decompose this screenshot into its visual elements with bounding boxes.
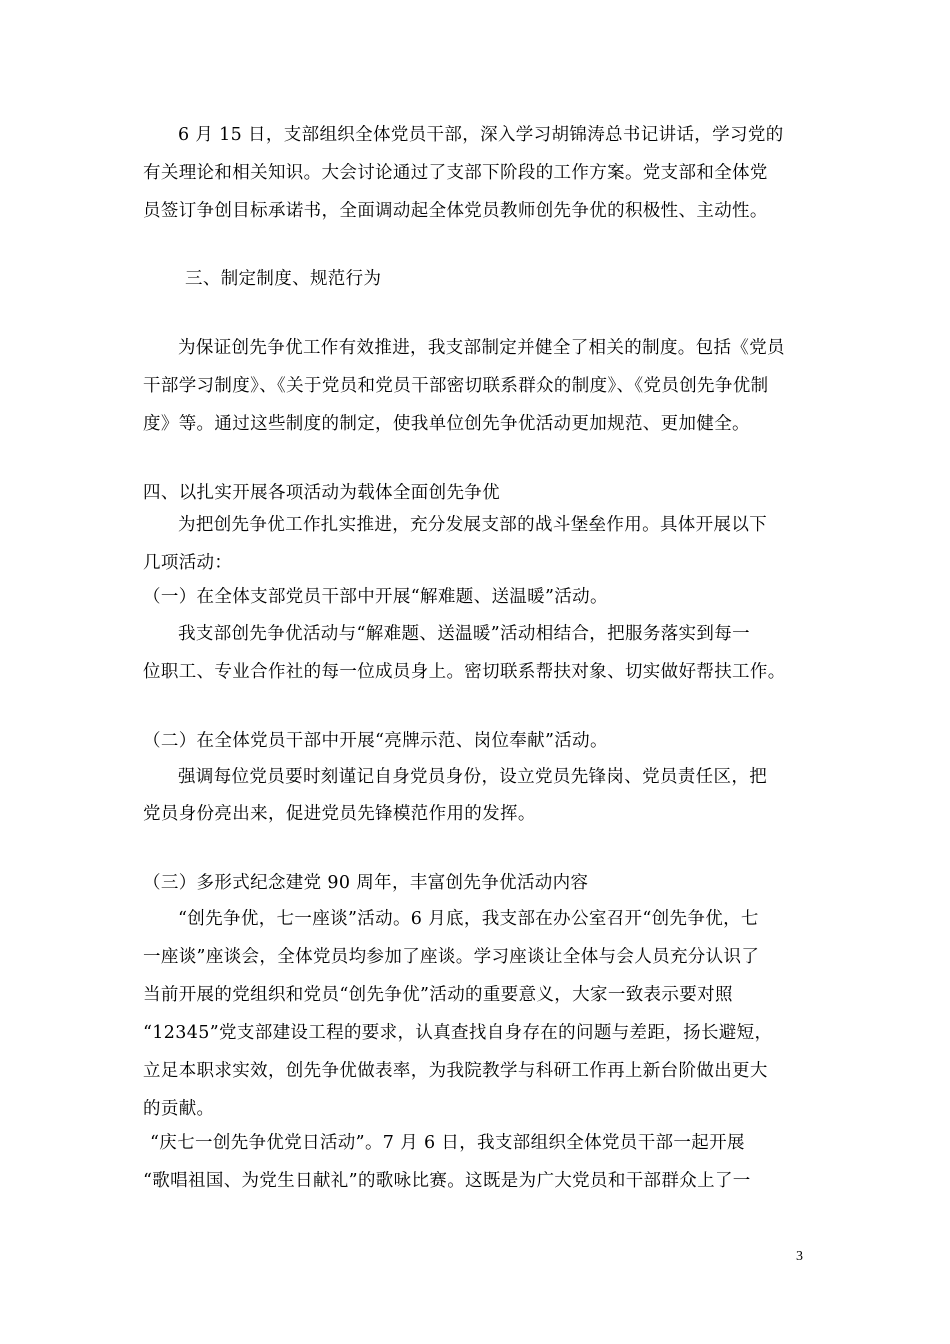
- p7-line-2: “歌唱祖国、为党生日献礼”的歌咏比赛。这既是为广大党员和干部群众上了一: [143, 1171, 751, 1191]
- subsection-heading-2: （二）在全体党员干部中开展“亮牌示范、岗位奉献”活动。: [143, 731, 608, 751]
- p6-line-5: 立足本职求实效，创先争优做表率，为我院教学与科研工作再上新台阶做出更大: [143, 1061, 768, 1081]
- p4-line-1: 我支部创先争优活动与“解难题、送温暖”活动相结合，把服务落实到每一: [178, 624, 750, 644]
- p6-line-3: 当前开展的党组织和党员“创先争优”活动的重要意义，大家一致表示要对照: [143, 985, 733, 1005]
- p6-line-2: 一座谈”座谈会，全体党员均参加了座谈。学习座谈让全体与会人员充分认识了: [143, 947, 760, 967]
- p1-line-2: 有关理论和相关知识。大会讨论通过了支部下阶段的工作方案。党支部和全体党: [143, 163, 768, 183]
- p2-line-2: 干部学习制度》、《关于党员和党员干部密切联系群众的制度》、《党员创先争优制: [143, 376, 769, 396]
- p7-line-1: “庆七一创先争优党日活动”。7 月 6 日，我支部组织全体党员干部一起开展: [150, 1133, 745, 1153]
- p4-line-2: 位职工、专业合作社的每一位成员身上。密切联系帮扶对象、切实做好帮扶工作。: [143, 662, 786, 682]
- p6-line-4: “12345”党支部建设工程的要求，认真查找自身存在的问题与差距，扬长避短，: [143, 1023, 773, 1043]
- p5-line-1: 强调每位党员要时刻谨记自身党员身份，设立党员先锋岗、党员责任区，把: [178, 767, 768, 787]
- page-number: 3: [796, 1249, 803, 1264]
- p1-line-1: 6 月 15 日，支部组织全体党员干部，深入学习胡锦涛总书记讲话，学习党的: [178, 125, 784, 145]
- p2-line-3: 度》等。通过这些制度的制定，使我单位创先争优活动更加规范、更加健全。: [143, 414, 750, 434]
- p3-line-1: 为把创先争优工作扎实推进，充分发展支部的战斗堡垒作用。具体开展以下: [178, 515, 768, 535]
- p6-line-1: “创先争优，七一座谈”活动。6 月底，我支部在办公室召开“创先争优，七: [178, 909, 759, 929]
- subsection-heading-1: （一）在全体支部党员干部中开展“解难题、送温暖”活动。: [143, 587, 608, 607]
- p3-line-2: 几项活动：: [143, 553, 233, 573]
- p5-line-2: 党员身份亮出来，促进党员先锋模范作用的发挥。: [143, 804, 536, 824]
- p2-line-1: 为保证创先争优工作有效推进，我支部制定并健全了相关的制度。包括《党员: [178, 338, 785, 358]
- subsection-heading-3: （三）多形式纪念建党 90 周年，丰富创先争优活动内容: [143, 873, 589, 893]
- p6-line-6: 的贡献。: [143, 1099, 215, 1119]
- section-heading-3: 三、制定制度、规范行为: [185, 269, 382, 289]
- section-heading-4: 四、以扎实开展各项活动为载体全面创先争优: [143, 483, 500, 503]
- p1-line-3: 员签订争创目标承诺书，全面调动起全体党员教师创先争优的积极性、主动性。: [143, 201, 768, 221]
